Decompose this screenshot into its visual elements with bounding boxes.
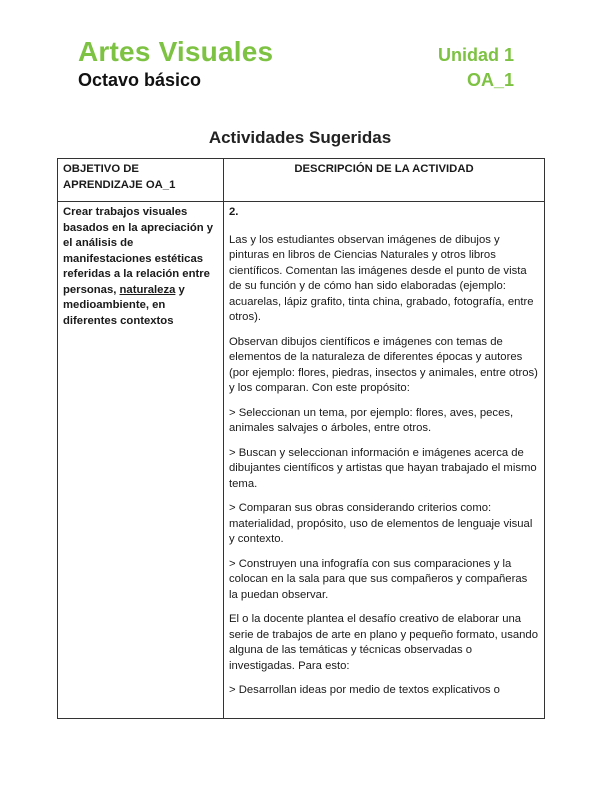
page-header [78, 36, 514, 92]
header-row-top [78, 36, 514, 68]
oa-label: OA_1 [466, 70, 514, 90]
unit-label: Unidad 1 [437, 45, 514, 65]
grade-label: Octavo básico [78, 70, 202, 90]
table-row [58, 202, 545, 719]
description-paragraph: > Comparan sus obras considerando criterios como: materialidad, propósito, uso de elementos de lenguaje visual y contexto. [229, 502, 533, 545]
table-header-row [58, 159, 545, 202]
objective-column-header: OBJETIVO DE APRENDIZAJE OA_1 [58, 159, 224, 202]
section-title: Actividades Sugeridas [208, 128, 392, 147]
description-paragraph: Las y los estudiantes observan imágenes de dibujos y pinturas en libros de Ciencias Naturales y otros libros científicos. Comentan las imágenes desde el punto de vista de su función y de cómo han sido elaboradas (ejemplo: acuarelas, lápiz grafito, tinta china, grabado, fotografía, entre otros). [229, 233, 534, 323]
description-paragraph: > Buscan y seleccionan información e imágenes acerca de dibujantes científicos y artistas que hayan trabajado el mismo tema. [229, 446, 537, 490]
description-paragraph: > Desarrollan ideas por medio de textos explicativos o [229, 684, 500, 696]
description-paragraph: El o la docente plantea el desafío creativo de elaborar una serie de trabajos de arte en plano y pequeño formato, usando alguna de las temáticas y técnicas observadas o investigadas. Para esto: [229, 613, 538, 672]
header-row-bottom [78, 68, 514, 92]
description-column-header: DESCRIPCIÓN DE LA ACTIVIDAD [224, 159, 545, 202]
activities-table [57, 158, 545, 719]
objective-cell [58, 202, 224, 719]
objective-text-start: Crear trabajos visuales basados en la apreciación y el análisis de manifestaciones estéticas referidas a la relación entre personas, [63, 206, 214, 296]
description-cell [224, 202, 545, 719]
objective-underlined-word: naturaleza [119, 283, 176, 296]
description-paragraph: > Construyen una infografía con sus comparaciones y la colocan en la sala para que sus compañeros y compañeras la puedan observar. [229, 557, 528, 601]
description-paragraph: > Seleccionan un tema, por ejemplo: flores, aves, peces, animales salvajes o árboles, entre otros. [229, 406, 514, 434]
subject-title: Artes Visuales [78, 36, 274, 67]
objective-text-end: y medioambiente, en diferentes contextos [63, 283, 185, 327]
description-content [229, 205, 539, 715]
description-paragraph: Observan dibujos científicos e imágenes con temas de elementos de la naturaleza de diferentes épocas y autores (por ejemplo: flores, piedras, insectos y animales, entre otros) y los comparan. Con este propósito: [229, 335, 538, 394]
activity-number: 2. [229, 206, 239, 218]
